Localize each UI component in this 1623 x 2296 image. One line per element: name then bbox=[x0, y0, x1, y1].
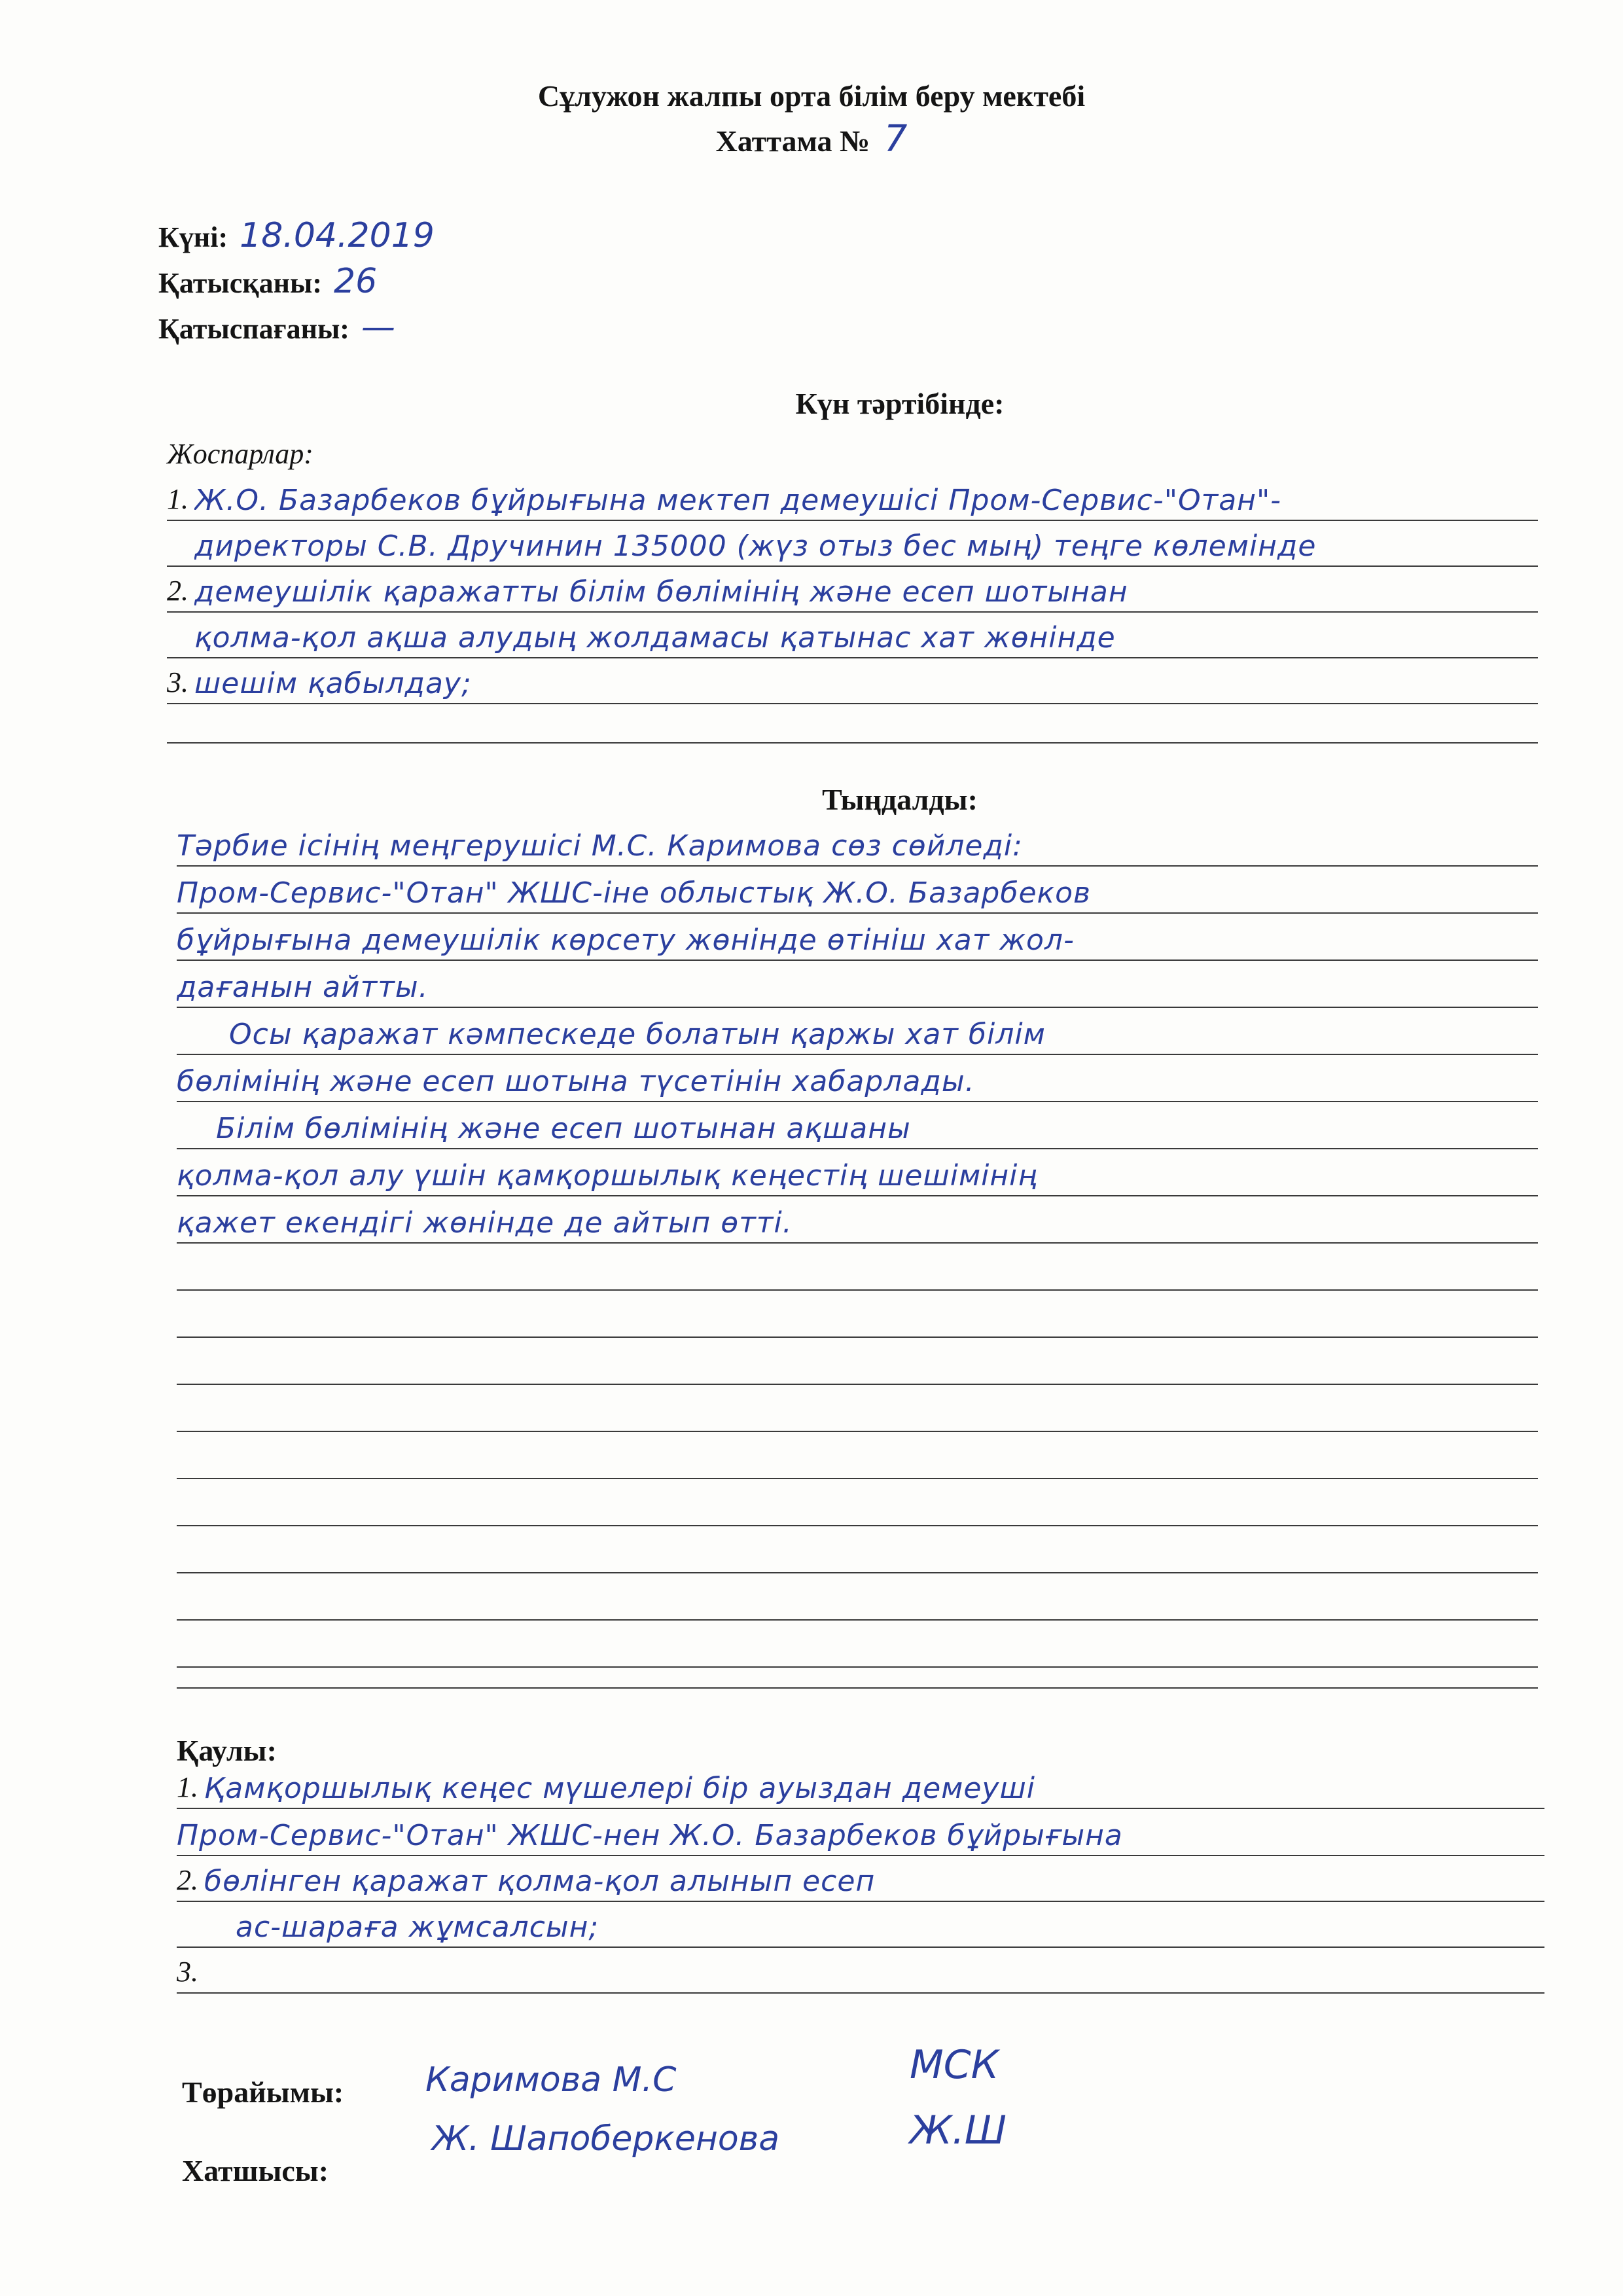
agenda-line-4 bbox=[167, 610, 1538, 658]
agenda-line-3 bbox=[167, 564, 1538, 613]
absent-label: Қатыспағаны: bbox=[158, 313, 349, 345]
decision-number-3: 3. bbox=[177, 1956, 198, 1988]
date-value: 18.04.2019 bbox=[240, 216, 435, 255]
agenda-line-2 bbox=[167, 518, 1538, 567]
listened-text-8: қолма-қол алу үшін қамқоршылық кеңестің шешімінің bbox=[177, 1159, 1038, 1193]
decision-line-2 bbox=[177, 1808, 1544, 1856]
present-field bbox=[158, 262, 377, 301]
chair-label: Төрайымы: bbox=[182, 2075, 344, 2109]
agenda-number-3: 3. bbox=[167, 666, 188, 698]
plans-label: Жоспарлар: bbox=[167, 438, 313, 470]
decision-text-3: бөлінген қаражат қолма-қол алынып есеп bbox=[204, 1865, 876, 1898]
listened-line-4 bbox=[177, 960, 1538, 1008]
chair-name: Каримова М.С bbox=[425, 2060, 677, 2100]
listened-text-9: қажет екендігі жөнінде де айтып өтті. bbox=[177, 1206, 793, 1240]
blank-line bbox=[177, 1640, 1538, 1689]
agenda-line-blank bbox=[167, 695, 1538, 744]
decision-line-4 bbox=[177, 1899, 1544, 1948]
agenda-line-1 bbox=[167, 473, 1538, 521]
blank-line bbox=[177, 1242, 1538, 1291]
agenda-number-2: 2. bbox=[167, 575, 188, 607]
listened-line-5 bbox=[177, 1007, 1538, 1055]
secretary-name: Ж. Шапоберкенова bbox=[432, 2119, 780, 2159]
agenda-text-3: демеушілік қаражатты білім бөлімінің және есеп шотынан bbox=[194, 575, 1128, 609]
agenda-text-5: шешім қабылдау; bbox=[194, 667, 472, 700]
blank-line bbox=[177, 1289, 1538, 1338]
present-value: 26 bbox=[333, 262, 378, 301]
listened-text-1: Тәрбие ісінің меңгерушісі М.С. Каримова сөз сөйледі: bbox=[177, 829, 1023, 863]
protocol-number: 7 bbox=[883, 118, 908, 160]
listened-line-7 bbox=[177, 1101, 1538, 1149]
decision-line-3 bbox=[177, 1854, 1544, 1902]
blank-line bbox=[177, 1431, 1538, 1479]
absent-value: — bbox=[361, 308, 395, 347]
decision-text-4: ас-шараға жұмсалсын; bbox=[236, 1910, 599, 1944]
listened-text-4: дағанын айтты. bbox=[177, 971, 429, 1004]
listened-text-5: Осы қаражат кәмпескеде болатын қаржы хат білім bbox=[229, 1018, 1046, 1051]
agenda-text-1: Ж.О. Базарбеков бұйрығына мектеп демеушісі Пром-Сервис-"Отан"- bbox=[194, 484, 1282, 517]
listened-text-2: Пром-Сервис-"Отан" ЖШС-іне облыстық Ж.О. Базарбеков bbox=[177, 876, 1091, 910]
listened-text-7: Білім бөлімінің және есеп шотынан ақшаны bbox=[216, 1112, 911, 1145]
listened-line-1 bbox=[177, 818, 1538, 867]
school-name: Сұлужон жалпы орта білім беру мектебі bbox=[537, 79, 1086, 113]
listened-heading: Тыңдалды: bbox=[822, 783, 978, 816]
blank-line bbox=[177, 1478, 1538, 1526]
date-label: Күні: bbox=[158, 221, 228, 253]
listened-text-6: бөлімінің және есеп шотына түсетінін хабарлады. bbox=[177, 1065, 975, 1098]
agenda-heading: Күн тәртібінде: bbox=[795, 387, 1005, 420]
protocol-title bbox=[0, 118, 1623, 160]
blank-line bbox=[177, 1525, 1538, 1573]
blank-line bbox=[177, 1384, 1538, 1432]
agenda-text-4: қолма-қол ақша алудың жолдамасы қатынас хат жөнінде bbox=[194, 621, 1116, 655]
chair-signature: МСК bbox=[910, 2042, 999, 2088]
agenda-number-1: 1. bbox=[167, 483, 188, 515]
decision-text-1: Қамқоршылық кеңес мүшелері бір ауыздан демеуші bbox=[204, 1772, 1035, 1805]
listened-line-2 bbox=[177, 865, 1538, 914]
date-field bbox=[158, 216, 435, 255]
absent-field bbox=[158, 308, 395, 347]
decision-text-2: Пром-Сервис-"Отан" ЖШС-нен Ж.О. Базарбеков бұйрығына bbox=[177, 1819, 1123, 1852]
secretary-signature: Ж.Ш bbox=[910, 2108, 1007, 2153]
listened-line-8 bbox=[177, 1148, 1538, 1196]
listened-text-3: бұйрығына демеушілік көрсету жөнінде өтініш хат жол- bbox=[177, 924, 1075, 957]
agenda-text-2: директоры С.В. Дручинин 135000 (жүз отыз бес мың) теңге көлемінде bbox=[194, 529, 1317, 563]
blank-line bbox=[177, 1336, 1538, 1385]
listened-line-6 bbox=[177, 1054, 1538, 1102]
listened-line-3 bbox=[177, 912, 1538, 961]
protocol-label: Хаттама № bbox=[715, 124, 870, 158]
secretary-label: Хатшысы: bbox=[182, 2154, 329, 2187]
decision-number-1: 1. bbox=[177, 1771, 198, 1803]
blank-line bbox=[177, 1572, 1538, 1621]
present-label: Қатысқаны: bbox=[158, 267, 322, 299]
decision-line-5 bbox=[177, 1945, 1544, 1994]
decision-line-1 bbox=[177, 1761, 1544, 1809]
decision-number-2: 2. bbox=[177, 1864, 198, 1896]
listened-line-9 bbox=[177, 1195, 1538, 1244]
decision-heading: Қаулы: bbox=[177, 1734, 277, 1767]
